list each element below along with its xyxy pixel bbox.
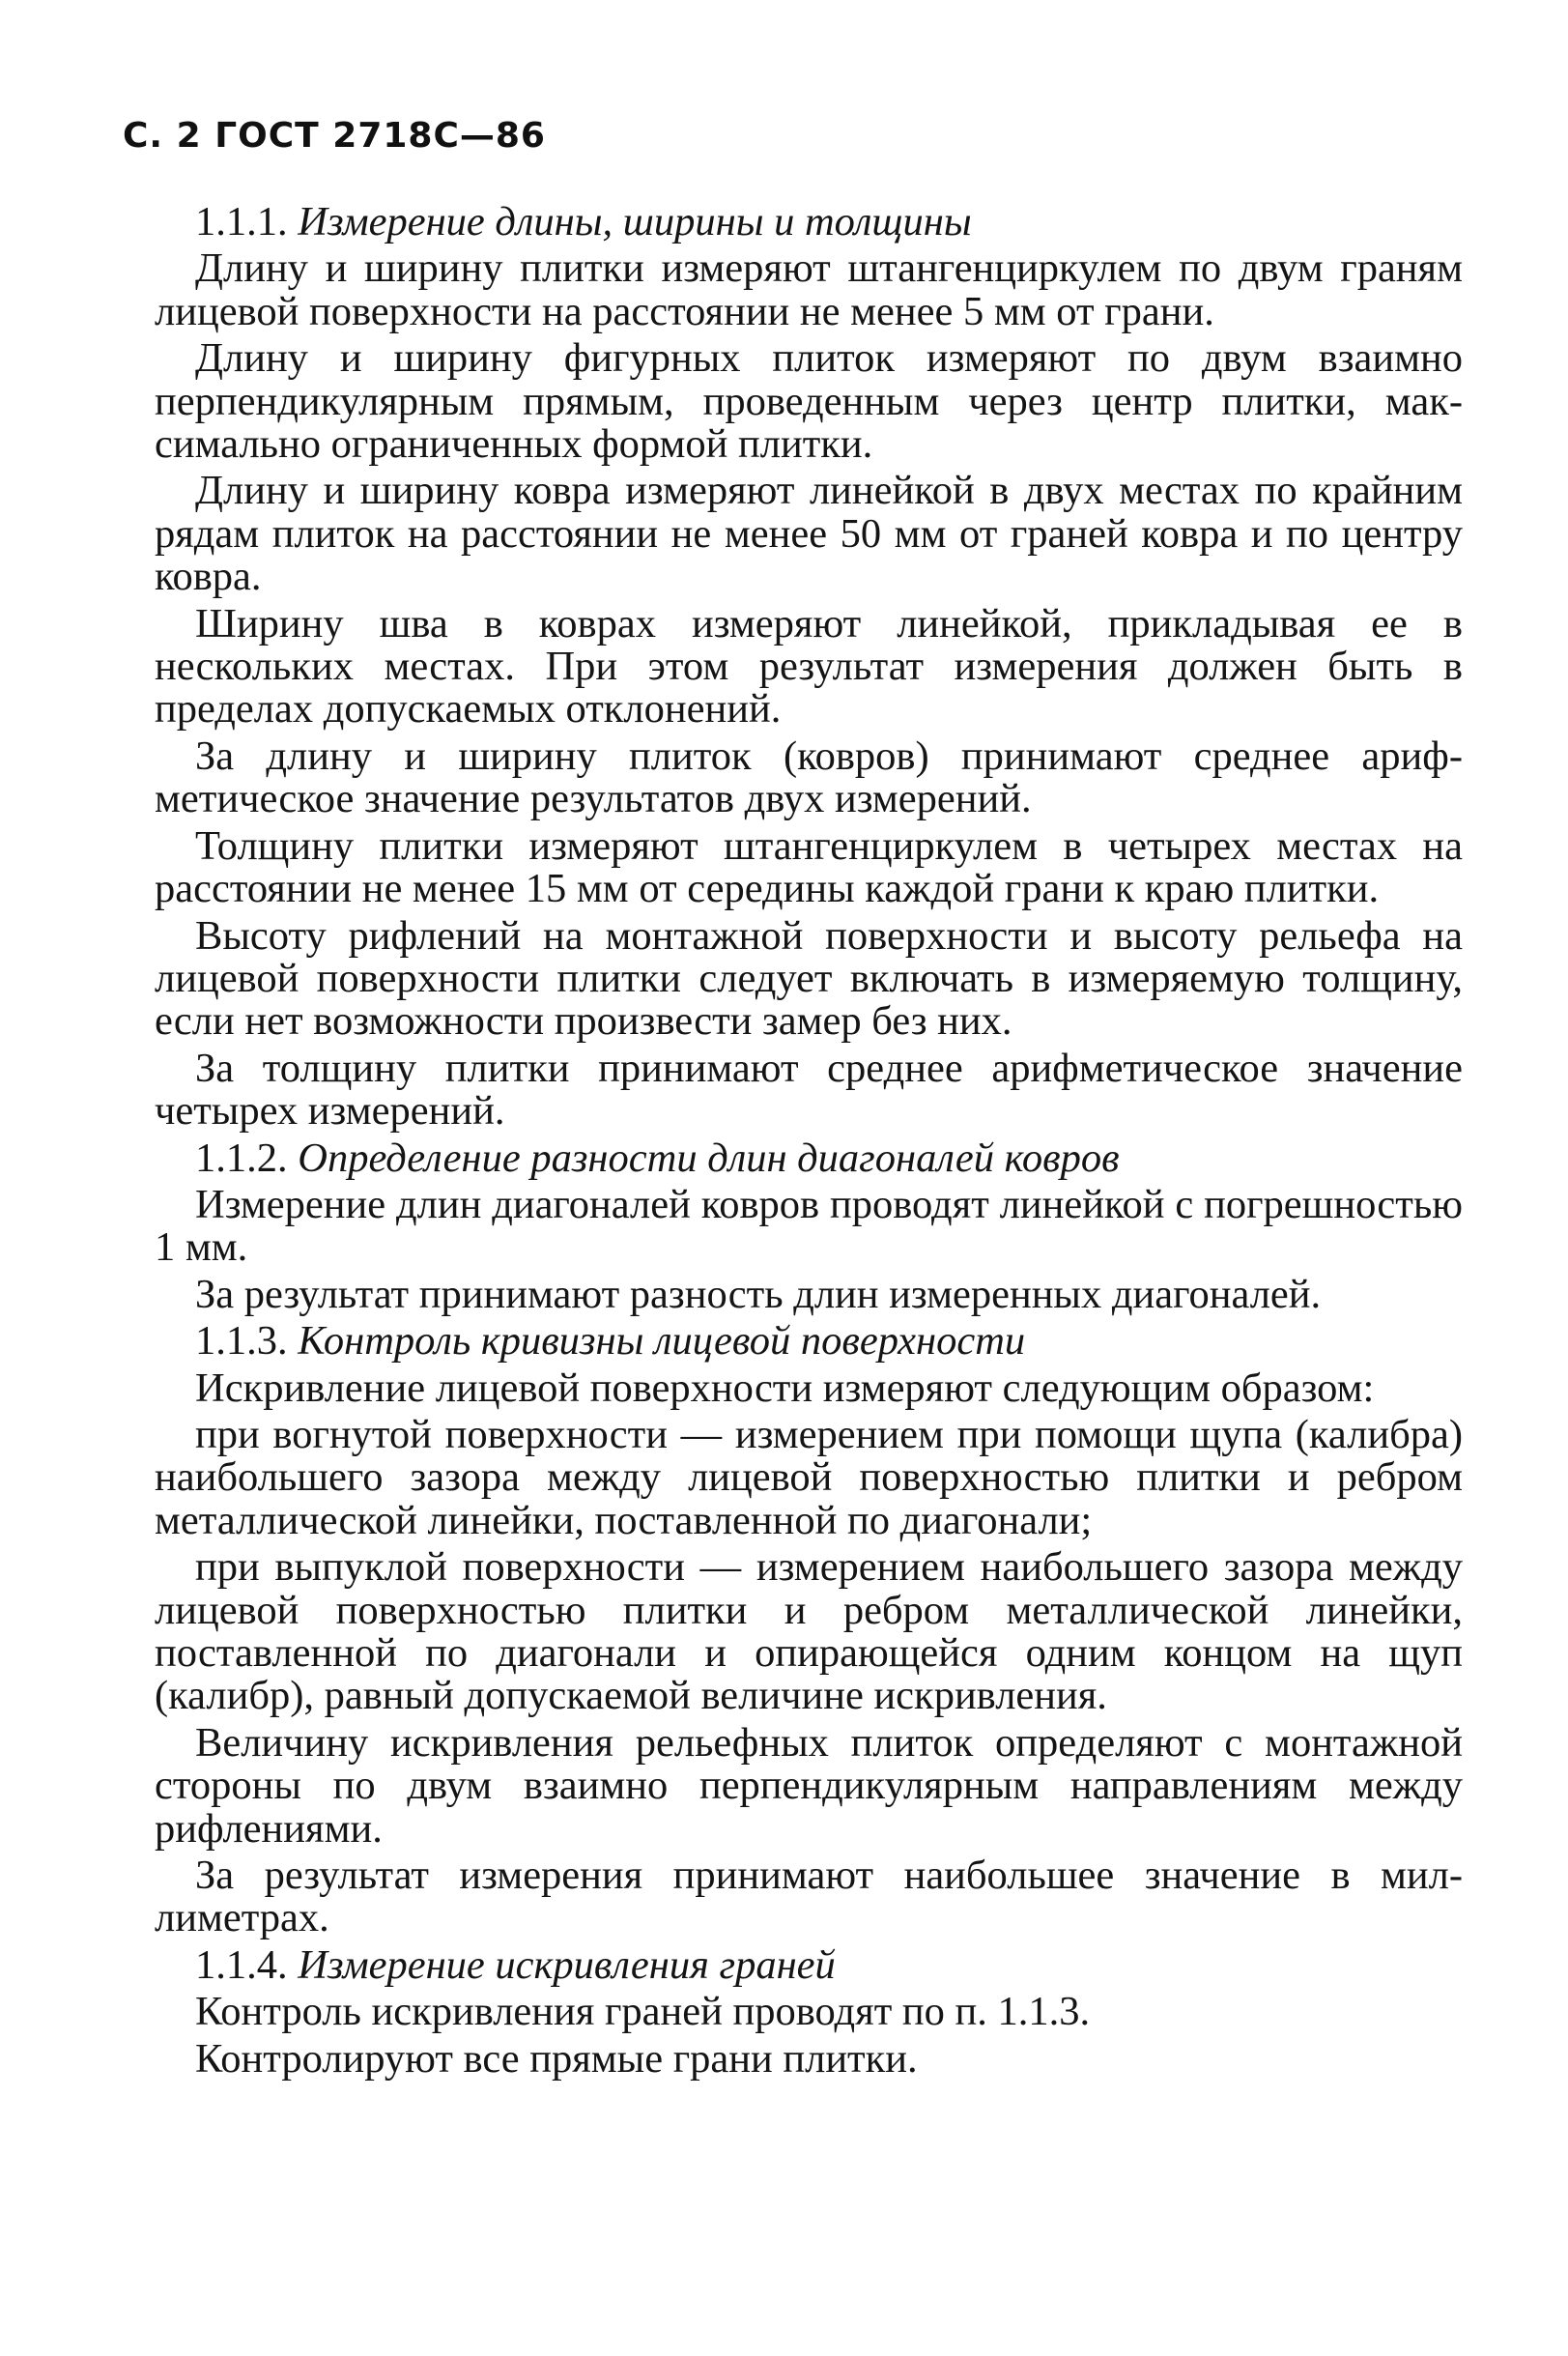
section-number: 1.1.2.: [195, 1135, 288, 1181]
paragraph: Величину искривления рельефных плиток определяют с монтажной стороны по двум взаимно перпендикулярным направлениям между рифлениями.: [155, 1719, 1463, 1852]
paragraph: Толщину плитки измеряют штангенциркулем в четырех местах на расстоянии не менее 15 мм от середины каждой грани к краю плитки.: [155, 822, 1463, 912]
paragraph: Длину и ширину плитки измеряют штангенциркулем по двум граням лицевой поверхности на расстоянии не менее 5 мм от грани.: [155, 245, 1463, 334]
section-number: 1.1.4.: [195, 1941, 288, 1988]
paragraph: За толщину плитки принимают среднее арифметическое значение четырех измерений.: [155, 1045, 1463, 1135]
paragraph: Контролируют все прямые грани плитки.: [195, 2035, 918, 2082]
paragraph: Измерение длин диагоналей ковров проводят линейкой с погрешностью 1 мм.: [155, 1181, 1463, 1271]
section-title: Определение разности длин диагоналей ковров: [298, 1135, 1120, 1181]
section-number: 1.1.3.: [195, 1318, 288, 1365]
section-title: Контроль кривизны лицевой поверхности: [298, 1318, 1026, 1365]
section-heading-1-1-4: [155, 1941, 1463, 1988]
section-number: 1.1.1.: [195, 199, 288, 244]
section-heading-1-1-3: [155, 1320, 1463, 1363]
paragraph: За длину и ширину плиток (ковров) принимают среднее арифметическое значение результатов двух измерений.: [155, 733, 1463, 822]
section-heading-1-1-2: [155, 1137, 1463, 1180]
paragraph: Длину и ширину фигурных плиток измеряют по двум взаимно перпендикулярным прямым, проведенным через центр плитки, максимально ограниченных формой плитки.: [155, 335, 1463, 468]
paragraph: За результат принимают разность длин измеренных диагоналей.: [195, 1271, 1322, 1317]
section-title: Измерение искривления граней: [298, 1941, 836, 1988]
section-heading-1-1-1: [155, 201, 1463, 244]
paragraph: Ширину шва в коврах измеряют линейкой, прикладывая ее в нескольких местах. При этом результат измерения должен быть в пределах допускаемых отклонений.: [155, 600, 1463, 733]
paragraph: при вогнутой поверхности — измерением при помощи щупа (калибра) наибольшего зазора между лицевой поверхностью плитки и ребром металлической линейки, поставленной по диагонали;: [155, 1411, 1463, 1543]
paragraph: Высоту рифлений на монтажной поверхности и высоту рельефа на лицевой поверхности плитки следует включать в измеряемую толщину, если нет возможности произвести замер без них.: [155, 912, 1463, 1045]
paragraph: Искривление лицевой поверхности измеряют следующим образом:: [195, 1365, 1375, 1411]
document-body: [155, 201, 1463, 2084]
paragraph: Длину и ширину ковра измеряют линейкой в двух местах по крайним рядам плиток на расстоянии не менее 50 мм от граней ковра и по центру ковра.: [155, 468, 1463, 600]
page-header: С. 2 ГОСТ 2718С—86: [123, 116, 546, 156]
section-title: Измерение длины, ширины и толщины: [298, 199, 972, 244]
paragraph: Контроль искривления граней проводят по п. 1.1.3.: [195, 1989, 1091, 2035]
paragraph: при выпуклой поверхности — измерением наибольшего зазора между лицевой поверхностью плитки и ребром металлической линейки, поставленной по диагонали и опирающейся одним концом на щуп (калибр), равный допускаемой величине искривления.: [155, 1544, 1463, 1719]
paragraph: За результат измерения принимают наибольшее значение в миллиметрах.: [155, 1853, 1463, 1941]
